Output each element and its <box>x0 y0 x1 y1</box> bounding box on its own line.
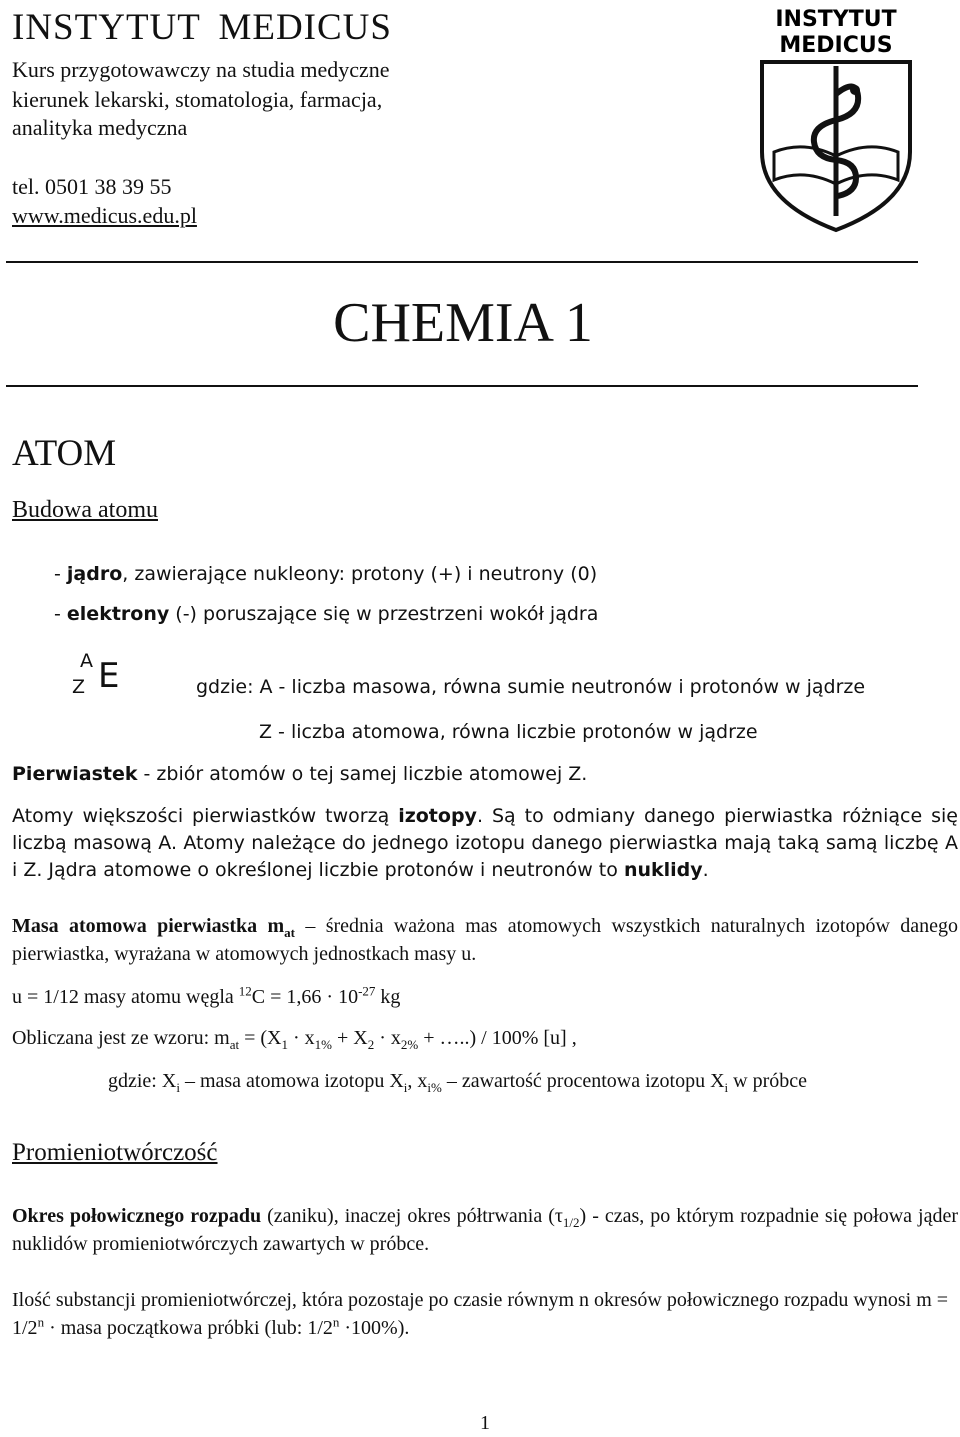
definition-atomic-number: Z - liczba atomowa, równa liczbie protonów w jądrze <box>259 721 758 743</box>
nuclide-notation <box>72 650 132 706</box>
atomic-mass-paragraph: Masa atomowa pierwiastka $m_{at}$ – średnia ważona mas atomowych wszystkich naturalnych izotopów danego pierwiastka, wyrażana w atomowych jednostkach masy u. <box>12 915 958 965</box>
element-symbol: E <box>98 656 120 696</box>
element-definition: Pierwiastek - zbiór atomów o tej samej liczbie atomowej Z. <box>12 763 588 785</box>
isotopes-paragraph: Atomy większości pierwiastków tworzą izotopy. Są to odmiany danego pierwiastka różniące się liczbą masową A. Atomy należące do jednego izotopu danego pierwiastka mają taką samą liczbę A i Z. Jądra atomowe o określonej liczbie protonów i neutronów to nuklidy. <box>12 805 958 881</box>
definition-mass-number: gdzie: A - liczba masowa, równa sumie neutronów i protonów w jądrze <box>196 676 866 698</box>
page-title: CHEMIA 1 <box>333 292 593 354</box>
course-line-1: Kurs przygotowawczy na studia medyczne <box>12 57 390 82</box>
header-divider-top <box>6 261 918 263</box>
bullet-electrons: - elektrony (-) poruszające się w przestrzeni wokół jądra <box>54 603 599 625</box>
logo-text-top: INSTYTUT <box>775 7 897 32</box>
section-heading-radioactivity: Promieniotwórczość <box>12 1139 218 1166</box>
remaining-substance-paragraph: Ilość substancji promieniotwórczej, która pozostaje po czasie równym n okresów połowicznego rozpadu wynosi $m = 1/2^n$ · masa początkowa próbki (lub: $1/2^n \cdot 100\%$). <box>12 1289 949 1339</box>
atomic-mass-unit-definition: u = 1/12 masy atomu węgla $^{12}C = 1,66 \cdot 10^{-27}$ kg <box>12 983 401 1008</box>
atomic-mass-formula: Obliczana jest ze wzoru: $m_{at} = (X_1 \cdot x_{1\%} + X_2 \cdot x_{2\%}$ + …..) / 100% [u] , <box>12 1027 577 1052</box>
section-heading-atom: ATOM <box>12 433 117 474</box>
bullet-nucleus: - jądro, zawierające nukleony: protony (+) i neutrony (0) <box>54 563 598 585</box>
atomic-number: Z <box>72 676 86 698</box>
formula-legend: gdzie: $X_i$ – masa atomowa izotopu $X_i$, $x_{i\%}$ – zawartość procentowa izotopu $X_i$ w próbce <box>108 1070 808 1095</box>
subheading-atom-structure: Budowa atomu <box>12 497 158 523</box>
half-life-paragraph: Okres połowicznego rozpadu (zaniku), inaczej okres półtrwania $(\tau_{1/2})$ - czas, po którym rozpadnie się połowa jąder nuklidów promieniotwórczych zawartych w próbce. <box>12 1205 959 1255</box>
website-link[interactable]: www.medicus.edu.pl <box>12 203 197 228</box>
header-divider-bottom <box>6 385 918 387</box>
course-line-3: analityka medyczna <box>12 115 188 140</box>
mass-number: A <box>80 650 93 672</box>
course-line-2: kierunek lekarski, stomatologia, farmacja, <box>12 87 383 112</box>
phone-number: tel. 0501 38 39 55 <box>12 174 172 199</box>
institute-title: INSTYTUT MEDICUS <box>12 7 392 48</box>
page-number: 1 <box>480 1412 490 1434</box>
institute-logo <box>752 2 920 234</box>
logo-text-bottom: MEDICUS <box>779 33 893 58</box>
